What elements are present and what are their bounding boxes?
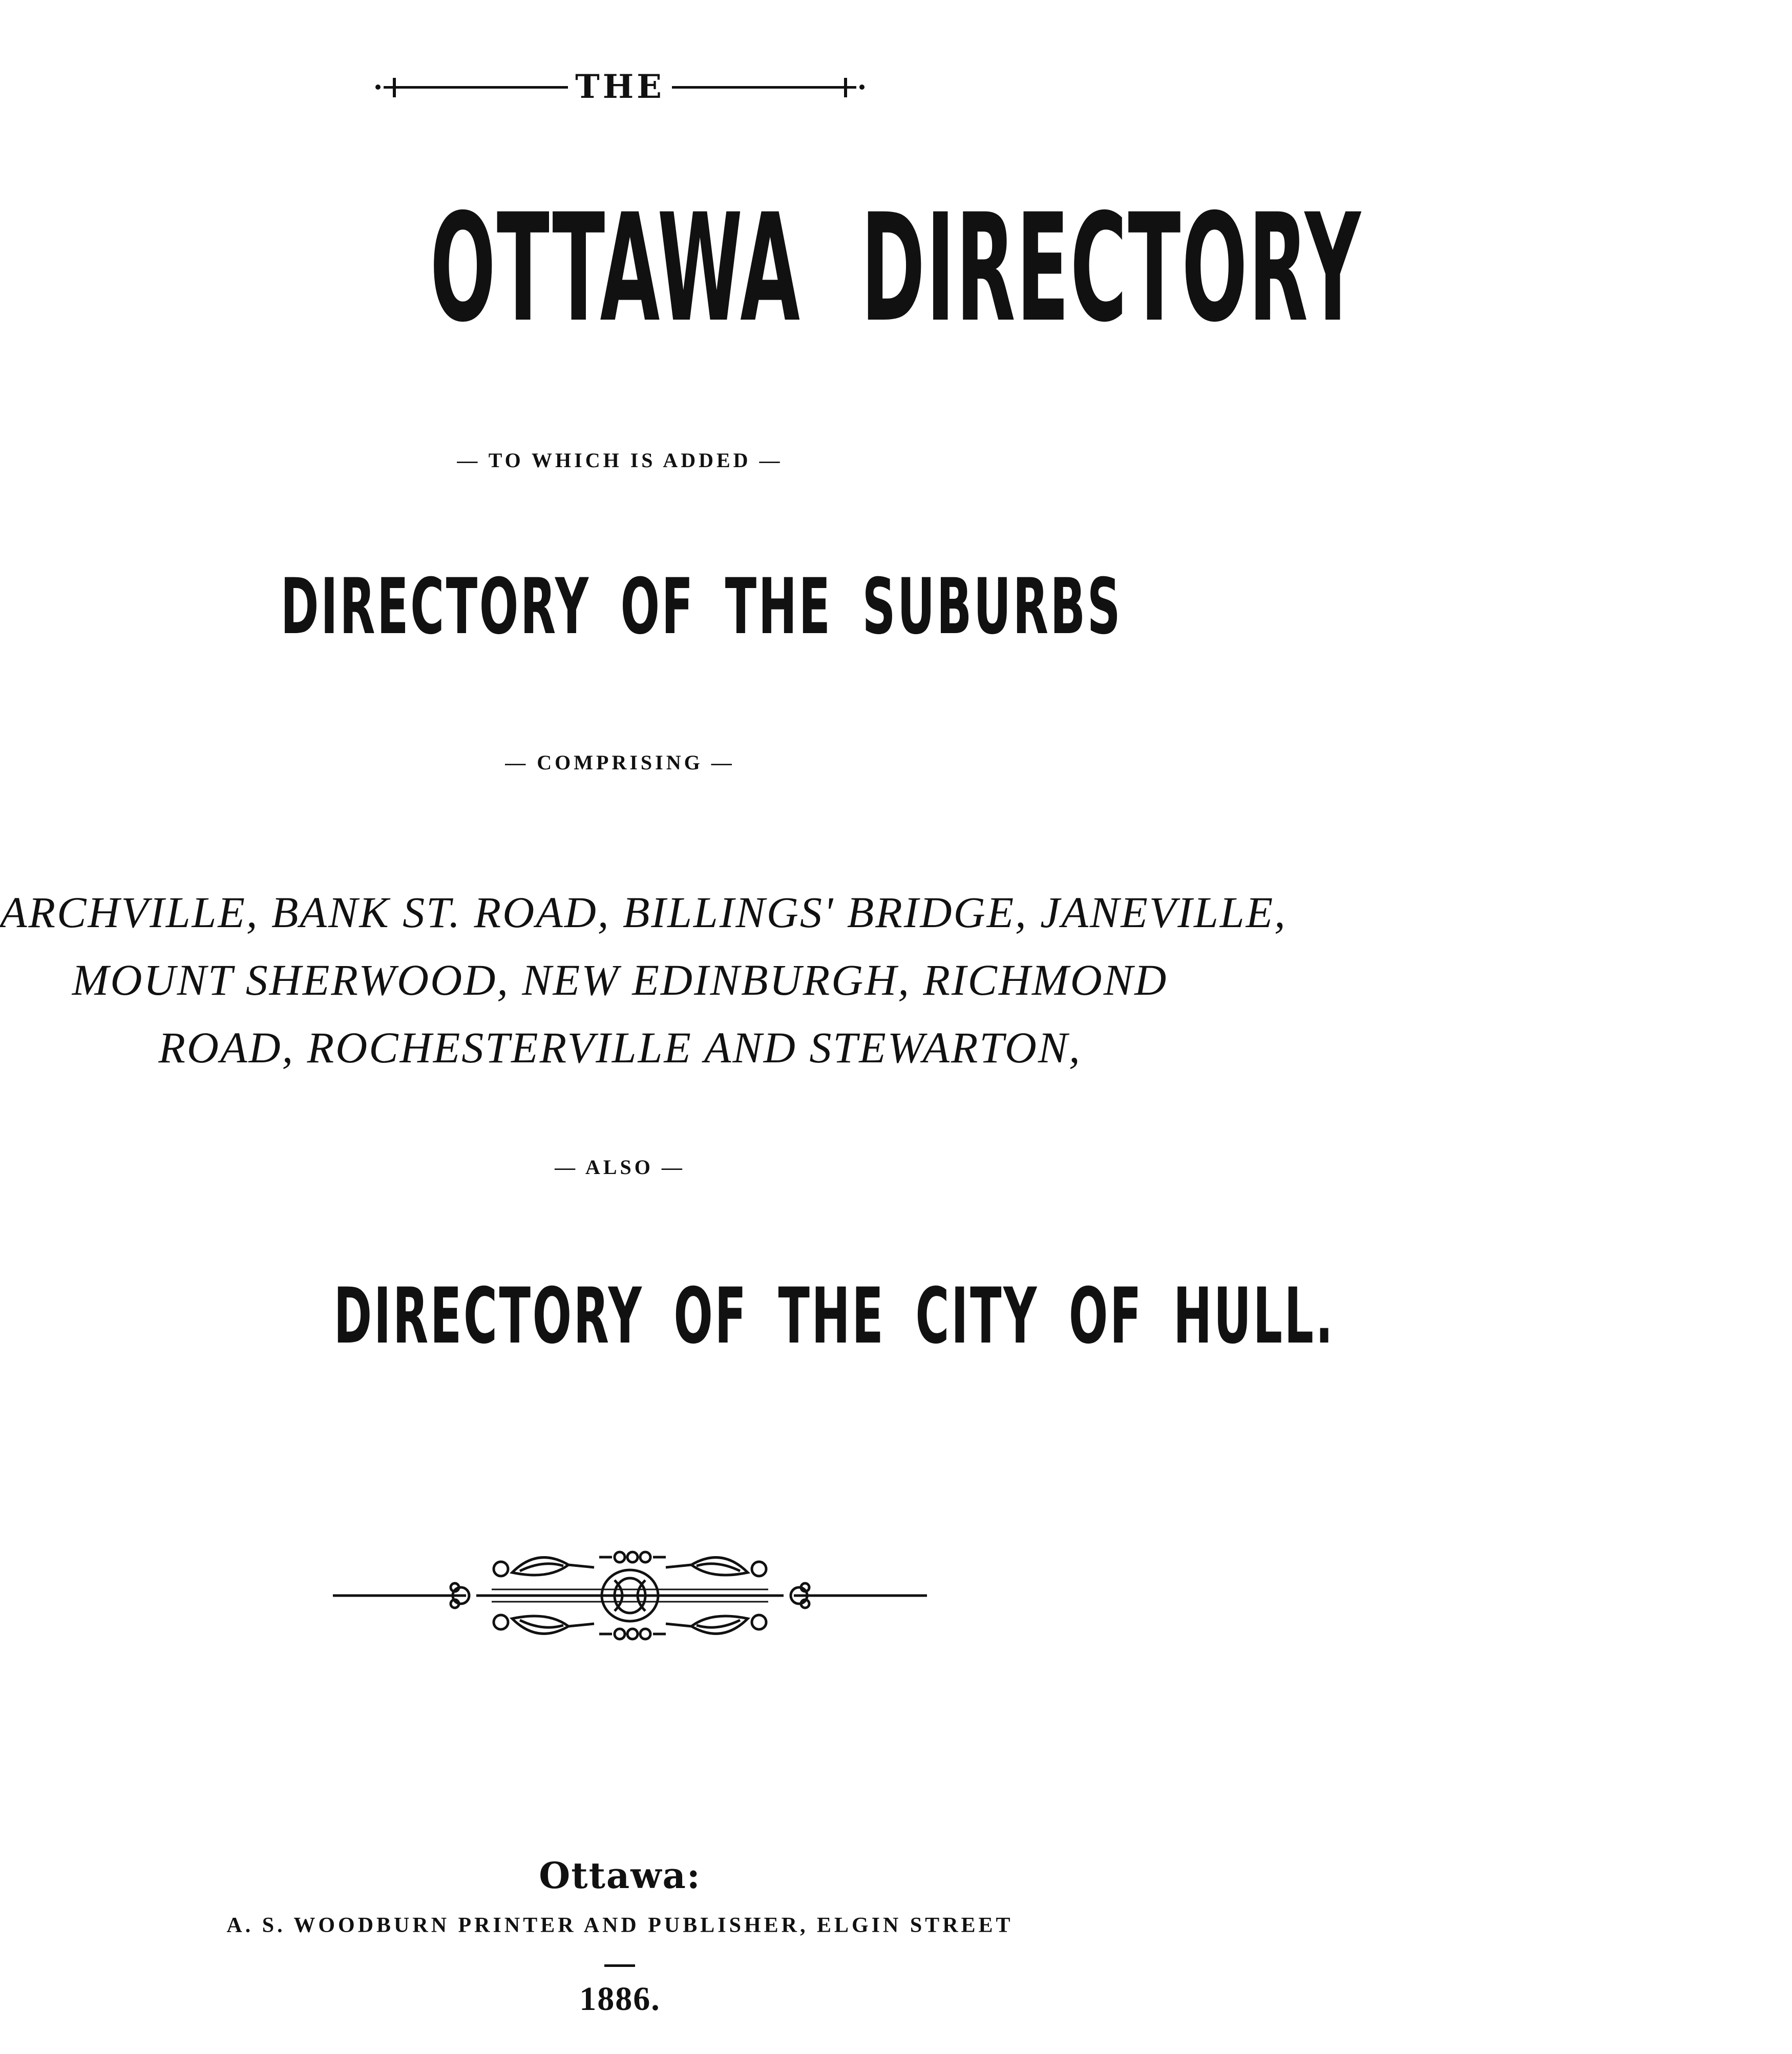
main-title-text: OTTAWA DIRECTORY — [430, 182, 1362, 355]
also-line: — ALSO — — [555, 1156, 685, 1179]
hull-title — [0, 1272, 1335, 1361]
the-word: THE — [575, 68, 665, 106]
imprint-publisher: A. S. WOODBURN PRINTER AND PUBLISHER, ELGIN STREET — [226, 1914, 1014, 1937]
rule-line-left — [384, 86, 568, 89]
rule-dot-left — [375, 85, 381, 90]
suburbs-title-text: DIRECTORY OF THE SUBURBS — [280, 562, 1123, 652]
the-header-rule — [0, 64, 1240, 110]
imprint-city: Ottawa: — [539, 1854, 701, 1897]
places-line: ARCHVILLE, BANK ST. ROAD, BILLINGS' BRIDGE, JANEVILLE, — [0, 888, 1287, 937]
floral-ornament-icon — [323, 1529, 937, 1662]
places-line: MOUNT SHERWOOD, NEW EDINBURGH, RICHMOND — [72, 955, 1168, 1004]
suburbs-title — [0, 562, 1240, 652]
added-line: — TO WHICH IS ADDED — — [457, 449, 783, 472]
comprising-line: — COMPRISING — — [505, 751, 735, 774]
hull-title-text: DIRECTORY OF THE CITY OF HULL. — [333, 1272, 1335, 1361]
rule-dot-right — [859, 85, 865, 90]
rule-line-right — [672, 86, 856, 89]
imprint-year: 1886. — [579, 1980, 661, 2018]
places-line: ROAD, ROCHESTERVILLE AND STEWARTON, — [158, 1023, 1082, 1072]
places-list — [0, 878, 1287, 1081]
year-rule — [604, 1964, 635, 1967]
main-title — [0, 182, 1362, 355]
